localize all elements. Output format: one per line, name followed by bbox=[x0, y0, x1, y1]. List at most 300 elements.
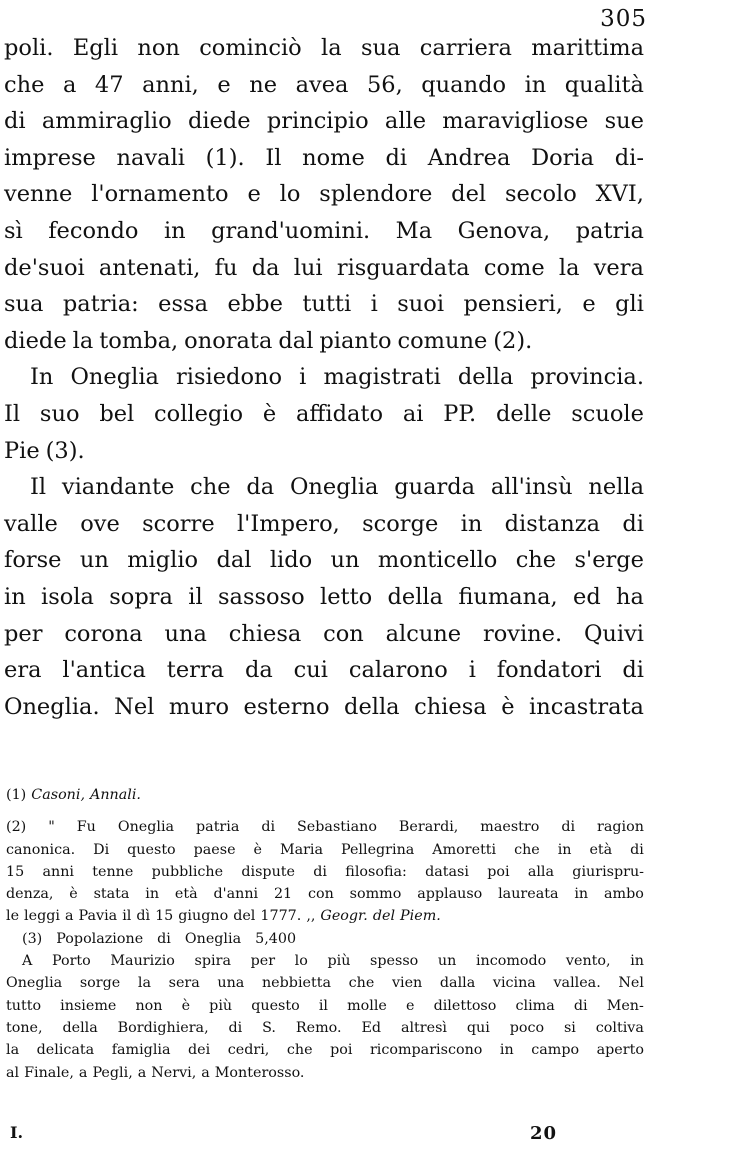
footnote-word: 21 bbox=[273, 886, 293, 903]
text-line bbox=[4, 506, 644, 543]
footnote-word: in bbox=[630, 953, 644, 970]
footnote-word: poi bbox=[487, 863, 510, 880]
footnote-word: datasi bbox=[425, 863, 469, 880]
word: grand'uomini. bbox=[211, 217, 371, 244]
word: chiesa bbox=[228, 620, 302, 647]
footnote-word: cedri, bbox=[227, 1042, 270, 1059]
word: cominciò bbox=[199, 35, 302, 61]
word: l'ornamento bbox=[91, 181, 229, 208]
word: che bbox=[190, 474, 231, 501]
word: pianto bbox=[319, 327, 392, 354]
footnote-word: che bbox=[514, 841, 540, 858]
footnote-word: di bbox=[630, 841, 644, 858]
word: la bbox=[72, 327, 94, 354]
footnote-word: età bbox=[174, 886, 198, 903]
footnote-word: clima bbox=[515, 997, 555, 1014]
word: fu bbox=[214, 254, 238, 281]
footnote-word: si bbox=[563, 1019, 576, 1036]
word: letto bbox=[320, 583, 373, 610]
word: e bbox=[582, 291, 596, 318]
word: monticello bbox=[377, 547, 498, 574]
footnote-word: Nervi, bbox=[151, 1064, 197, 1081]
footnote-word: la bbox=[137, 975, 151, 992]
footnote-word: ,, bbox=[306, 908, 316, 925]
footnote-word: Monterosso. bbox=[214, 1064, 305, 1081]
footnote-word: dì bbox=[136, 908, 151, 925]
footnote-word: sommo bbox=[349, 886, 402, 903]
text-line bbox=[4, 469, 644, 506]
footnote-word: non bbox=[135, 997, 163, 1014]
footnote-line bbox=[6, 784, 644, 806]
word: fondatori bbox=[496, 657, 602, 684]
footnote-word: giurispru- bbox=[572, 863, 644, 880]
word: la bbox=[558, 254, 580, 281]
word: non bbox=[137, 35, 180, 61]
word: distanza bbox=[504, 510, 601, 537]
footnote-word: Piem. bbox=[400, 908, 441, 925]
footnote-word: Annali. bbox=[90, 787, 141, 803]
footnote-word: Pellegrina bbox=[340, 841, 415, 858]
footnote-word: leggi bbox=[24, 908, 60, 925]
word: lui bbox=[293, 254, 323, 281]
text-line bbox=[4, 433, 644, 470]
word: calarono bbox=[348, 657, 448, 684]
footnote-word: Casoni, bbox=[31, 787, 85, 803]
footnote-word: e bbox=[406, 997, 415, 1014]
note-spacer bbox=[6, 806, 644, 816]
footnote-word: della bbox=[62, 1019, 98, 1036]
text-line bbox=[4, 359, 644, 396]
word: magistrati bbox=[323, 364, 441, 391]
word: incastrata bbox=[529, 693, 644, 720]
sheet-number: 20 bbox=[530, 1123, 558, 1144]
word: di bbox=[622, 510, 644, 537]
word: Oneglia bbox=[70, 364, 159, 391]
text-line bbox=[4, 689, 644, 726]
footnote-word: del bbox=[233, 908, 256, 925]
word: con bbox=[323, 620, 364, 647]
word: dal bbox=[216, 547, 252, 574]
footnote-word: Men- bbox=[606, 997, 644, 1014]
word: risiedono bbox=[176, 364, 283, 391]
word: Quivi bbox=[583, 620, 644, 647]
word: Il bbox=[30, 474, 47, 501]
footnote-word: Finale, bbox=[24, 1064, 74, 1081]
word: Il bbox=[265, 144, 282, 171]
word: del bbox=[451, 181, 487, 208]
word: fiumana, bbox=[458, 583, 558, 610]
word: PP. bbox=[443, 400, 477, 427]
footnote-line bbox=[6, 1039, 644, 1061]
footnote-word: a bbox=[201, 1064, 210, 1081]
footnote-word: sorge bbox=[79, 975, 121, 992]
footnote-word: delicata bbox=[36, 1042, 95, 1059]
word: dal bbox=[278, 327, 314, 354]
word: navali bbox=[116, 144, 185, 171]
footnote-word: " bbox=[48, 819, 55, 836]
body-text bbox=[4, 30, 644, 725]
word: 56, bbox=[366, 71, 403, 98]
footnotes bbox=[6, 784, 644, 1084]
footnote-word: d'anni bbox=[213, 886, 259, 903]
word: bel bbox=[99, 400, 135, 427]
footnote-word: poco bbox=[509, 1019, 545, 1036]
word: gli bbox=[615, 291, 644, 318]
footnote-word: Oneglia bbox=[6, 975, 63, 992]
word: ammiraglio bbox=[41, 108, 172, 135]
text-line bbox=[4, 250, 644, 287]
word: a bbox=[62, 71, 77, 98]
footnote-word: sera bbox=[168, 975, 200, 992]
word: che bbox=[4, 71, 45, 98]
footnote-word: più bbox=[327, 953, 351, 970]
word: sopra bbox=[109, 583, 173, 610]
footnote-word: spira bbox=[194, 953, 231, 970]
word: essa bbox=[158, 291, 208, 318]
text-line bbox=[4, 286, 644, 323]
footnote-word: questo bbox=[127, 841, 176, 858]
footnote-word: tenne bbox=[92, 863, 134, 880]
word: e bbox=[217, 71, 231, 98]
word: patria: bbox=[62, 291, 139, 318]
word: tomba, bbox=[99, 327, 179, 354]
footnote-word: vento, bbox=[565, 953, 611, 970]
footnote-word: filosofia: bbox=[345, 863, 407, 880]
word: scorge bbox=[362, 510, 439, 537]
word: ai bbox=[402, 400, 424, 427]
footnote-word: Di bbox=[93, 841, 110, 858]
word: è bbox=[262, 400, 277, 427]
footnote-word: tutto bbox=[6, 997, 42, 1014]
word: ha bbox=[616, 583, 644, 610]
text-line bbox=[4, 323, 644, 360]
word: per bbox=[4, 620, 43, 647]
footnote-word: di bbox=[228, 1019, 243, 1036]
word: sì bbox=[4, 217, 23, 244]
footnote-word: più bbox=[209, 997, 233, 1014]
word: patria bbox=[575, 217, 644, 244]
word: tutti bbox=[302, 291, 352, 318]
footnote-word: vicina bbox=[492, 975, 536, 992]
footnote-word: altresì bbox=[400, 1019, 447, 1036]
word: i bbox=[468, 657, 476, 684]
footnote-word: un bbox=[437, 953, 457, 970]
word: fecondo bbox=[48, 217, 139, 244]
footnote-word: denza, bbox=[6, 886, 54, 903]
word: affidato bbox=[296, 400, 384, 427]
footnote-word: (3) bbox=[22, 930, 43, 947]
footnote-word: in bbox=[574, 886, 589, 903]
footnote-word: in bbox=[557, 841, 572, 858]
text-line bbox=[4, 616, 644, 653]
word: la bbox=[321, 35, 342, 61]
word: ove bbox=[80, 510, 120, 537]
word: esterno bbox=[243, 693, 330, 720]
word: Egli bbox=[72, 35, 119, 61]
footnote-word: questo bbox=[251, 997, 300, 1014]
footnote-line bbox=[6, 950, 644, 972]
word: viandante bbox=[61, 474, 175, 501]
word: Doria bbox=[531, 144, 595, 171]
footnote-line bbox=[6, 1017, 644, 1039]
footnote-word: Oneglia bbox=[184, 930, 242, 947]
word: quando bbox=[421, 71, 507, 98]
footnote-word: canonica. bbox=[6, 841, 76, 858]
footnote-word: Nel bbox=[618, 975, 644, 992]
word: (2). bbox=[493, 327, 533, 354]
word: maravigliose bbox=[442, 108, 589, 135]
footnote-word: una bbox=[217, 975, 245, 992]
word: in bbox=[163, 217, 186, 244]
footnote-word: di bbox=[157, 930, 171, 947]
word: suoi bbox=[397, 291, 445, 318]
text-line bbox=[4, 103, 644, 140]
word: della bbox=[387, 583, 444, 610]
footnote-line bbox=[6, 972, 644, 994]
word: collegio bbox=[154, 400, 244, 427]
word: risguardata bbox=[336, 254, 470, 281]
word: Pie bbox=[4, 437, 40, 464]
footnote-word: ricompariscono bbox=[369, 1042, 483, 1059]
word: poli. bbox=[4, 35, 54, 61]
page-number: 305 bbox=[600, 6, 647, 32]
footnote-word: maestro bbox=[480, 819, 540, 836]
word: lo bbox=[279, 181, 301, 208]
footnote-word: Remo. bbox=[295, 1019, 342, 1036]
footnote-word: Popolazione bbox=[56, 930, 144, 947]
text-line bbox=[4, 396, 644, 433]
word: venne bbox=[4, 181, 73, 208]
word: era bbox=[4, 657, 42, 684]
word: alle bbox=[384, 108, 427, 135]
footnote-line bbox=[6, 995, 644, 1017]
footnote-word: incomodo bbox=[475, 953, 547, 970]
footnote-word: A bbox=[22, 953, 33, 970]
word: Genova, bbox=[457, 217, 551, 244]
footnote-word: che bbox=[286, 1042, 313, 1059]
word: lido bbox=[269, 547, 313, 574]
word: terra bbox=[166, 657, 225, 684]
footnote-word: dalla bbox=[439, 975, 476, 992]
word: diede bbox=[187, 108, 251, 135]
footnote-word: di bbox=[573, 997, 588, 1014]
text-line bbox=[4, 213, 644, 250]
footnote-word: Fu bbox=[76, 819, 96, 836]
word: che bbox=[515, 547, 557, 574]
footnote-word: la bbox=[6, 1042, 20, 1059]
footnote-word: Pegli, bbox=[92, 1064, 133, 1081]
word: principio bbox=[266, 108, 369, 135]
footnote-word: del bbox=[372, 908, 396, 925]
footnote-word: Oneglia bbox=[117, 819, 175, 836]
word: s'erge bbox=[574, 547, 644, 574]
word: nome bbox=[302, 144, 365, 171]
footnote-line bbox=[6, 839, 644, 861]
footnote-word: dispute bbox=[241, 863, 296, 880]
text-line bbox=[4, 542, 644, 579]
footnote-word: Pavia bbox=[78, 908, 118, 925]
text-line bbox=[4, 176, 644, 213]
footnote-word: Maria bbox=[279, 841, 324, 858]
footnote-word: 5,400 bbox=[255, 930, 297, 947]
footnote-word: di bbox=[261, 819, 276, 836]
footnote-line bbox=[6, 861, 644, 883]
footnote-word: di bbox=[561, 819, 576, 836]
footnote-word: dei bbox=[188, 1042, 211, 1059]
footnote-word: che bbox=[348, 975, 375, 992]
word: da bbox=[251, 254, 280, 281]
text-line bbox=[4, 30, 644, 67]
footnote-word: insieme bbox=[60, 997, 117, 1014]
word: i bbox=[370, 291, 378, 318]
word: antenati, bbox=[98, 254, 201, 281]
footnote-line bbox=[6, 883, 644, 905]
word: da bbox=[244, 657, 273, 684]
word: un bbox=[330, 547, 360, 574]
footnote-word: poi bbox=[330, 1042, 353, 1059]
footnote-word: 15 bbox=[6, 863, 25, 880]
footnote-word: Sebastiano bbox=[297, 819, 377, 836]
footnote-word: è bbox=[69, 886, 78, 903]
footnote-word: stata bbox=[93, 886, 130, 903]
footnote-word: vallea. bbox=[553, 975, 601, 992]
word: una bbox=[164, 620, 207, 647]
footnote-word: per bbox=[250, 953, 276, 970]
footnote-word: tone, bbox=[6, 1019, 43, 1036]
word: di bbox=[385, 144, 408, 171]
footnote-word: le bbox=[6, 908, 20, 925]
word: Il bbox=[4, 400, 21, 427]
footnote-word: a bbox=[137, 1064, 147, 1081]
footnote-word: (2) bbox=[6, 819, 27, 836]
word: anni, bbox=[142, 71, 199, 98]
word: Nel bbox=[114, 693, 155, 720]
footnote-word: paese bbox=[193, 841, 236, 858]
word: scuole bbox=[571, 400, 644, 427]
word: in bbox=[524, 71, 547, 98]
word: ed bbox=[573, 583, 601, 610]
word: diede bbox=[4, 327, 67, 354]
text-line bbox=[4, 67, 644, 104]
word: come bbox=[483, 254, 545, 281]
text-line bbox=[4, 652, 644, 689]
footnote-word: a bbox=[64, 908, 74, 925]
word: all'insù bbox=[490, 474, 573, 501]
footnote-word: Bordighiera, bbox=[117, 1019, 209, 1036]
word: cui bbox=[293, 657, 328, 684]
word: della bbox=[344, 693, 400, 720]
footnote-word: è bbox=[253, 841, 262, 858]
footnote-word: anni bbox=[42, 863, 74, 880]
word: comune bbox=[397, 327, 488, 354]
footnote-word: nebbietta bbox=[261, 975, 331, 992]
footnote-word: è bbox=[181, 997, 191, 1014]
footnote-word: lo bbox=[294, 953, 308, 970]
word: valle bbox=[4, 510, 58, 537]
word: miglio bbox=[127, 547, 199, 574]
footnote-word: spesso bbox=[370, 953, 419, 970]
word: di- bbox=[614, 144, 644, 171]
word: ne bbox=[249, 71, 278, 98]
word: (1). bbox=[205, 144, 245, 171]
footnote-line bbox=[6, 816, 644, 838]
footnote-word: Maurizio bbox=[110, 953, 175, 970]
word: il bbox=[188, 583, 203, 610]
word: guarda bbox=[394, 474, 476, 501]
footnote-word: di bbox=[313, 863, 328, 880]
word: Ma bbox=[395, 217, 433, 244]
word: XVI, bbox=[595, 181, 644, 208]
word: suo bbox=[39, 400, 80, 427]
word: sue bbox=[604, 108, 644, 135]
word: avea bbox=[295, 71, 349, 98]
word: splendore bbox=[319, 181, 433, 208]
footnote-line bbox=[6, 1062, 644, 1084]
footnote-word: a bbox=[78, 1064, 88, 1081]
word: da bbox=[246, 474, 275, 501]
word: de'suoi bbox=[4, 254, 85, 281]
footnote-word: in bbox=[499, 1042, 514, 1059]
footnote-word: 1777. bbox=[260, 908, 302, 925]
footnote-word: (1) bbox=[6, 787, 27, 803]
text-line bbox=[4, 140, 644, 177]
footnote-word: vien bbox=[391, 975, 423, 992]
word: Andrea bbox=[427, 144, 511, 171]
word: di bbox=[622, 657, 644, 684]
word: vera bbox=[593, 254, 644, 281]
word: (3). bbox=[45, 437, 85, 464]
footnote-word: alla bbox=[527, 863, 555, 880]
word: i bbox=[299, 364, 307, 391]
footnote-word: con bbox=[308, 886, 334, 903]
word: l'antica bbox=[62, 657, 146, 684]
word: delle bbox=[495, 400, 552, 427]
word: e bbox=[247, 181, 261, 208]
word: secolo bbox=[504, 181, 577, 208]
footnote-word: Geogr. bbox=[320, 908, 368, 925]
word: onorata bbox=[184, 327, 273, 354]
word: Oneglia bbox=[289, 474, 379, 501]
word: chiesa bbox=[414, 693, 487, 720]
footnote-word: Porto bbox=[51, 953, 91, 970]
word: In bbox=[30, 364, 54, 391]
word: Oneglia. bbox=[4, 693, 100, 720]
word: alcune bbox=[385, 620, 462, 647]
word: nella bbox=[588, 474, 644, 501]
word: qualità bbox=[564, 71, 644, 98]
footnote-word: Ed bbox=[361, 1019, 382, 1036]
footnote-word: ragion bbox=[597, 819, 644, 836]
footnote-word: ambo bbox=[603, 886, 644, 903]
footnote-word: giugno bbox=[178, 908, 229, 925]
footnote-word: al bbox=[6, 1064, 20, 1081]
signature-mark: I. bbox=[10, 1123, 24, 1142]
word: in bbox=[4, 583, 26, 610]
footnote-word: aperto bbox=[596, 1042, 644, 1059]
word: marittima bbox=[531, 35, 644, 61]
footnote-word: molle bbox=[347, 997, 387, 1014]
footnote-line bbox=[6, 905, 644, 927]
footnote-word: dilettoso bbox=[433, 997, 497, 1014]
footnote-word: laureata bbox=[498, 886, 559, 903]
footnote-word: pubbliche bbox=[151, 863, 224, 880]
footnote-word: patria bbox=[196, 819, 240, 836]
footnote-word: famiglia bbox=[111, 1042, 171, 1059]
footnote-word: 15 bbox=[155, 908, 174, 925]
footnote-word: S. bbox=[262, 1019, 276, 1036]
word: rovine. bbox=[482, 620, 563, 647]
word: pensieri, bbox=[463, 291, 563, 318]
